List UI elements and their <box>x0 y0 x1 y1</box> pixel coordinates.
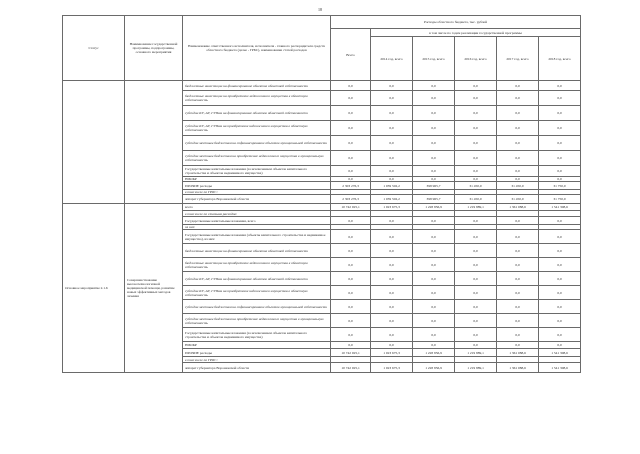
value-year-cell: 0,0 <box>455 217 497 225</box>
value-year-cell: 0,0 <box>413 121 455 136</box>
value-year-cell: 1 023 675,3 <box>371 204 413 211</box>
value-year-cell: 0,0 <box>371 272 413 286</box>
value-year-cell: 0,0 <box>413 136 455 151</box>
table-header <box>63 16 581 81</box>
value-year-cell: 0,0 <box>497 314 539 328</box>
expense-item-label: всего <box>183 204 331 211</box>
value-year-cell: 0,0 <box>539 177 581 182</box>
value-year-cell: 0,0 <box>413 286 455 300</box>
value-year-cell: 0,0 <box>455 328 497 342</box>
value-year-cell: 0,0 <box>497 136 539 151</box>
expense-item-label: субсидии местным бюджетам на софинансирование объектов муниципальной собственности <box>183 300 331 314</box>
value-year-cell: 0,0 <box>371 121 413 136</box>
program-cell <box>125 81 183 204</box>
value-year-cell: 0,0 <box>371 230 413 244</box>
value-year-cell: 0,0 <box>455 166 497 177</box>
value-total-cell: 0,0 <box>331 300 371 314</box>
value-year-cell: 0,0 <box>455 272 497 286</box>
value-year-cell: 0,0 <box>539 272 581 286</box>
value-total-cell: 0,0 <box>331 286 371 300</box>
value-year-cell: 0,0 <box>455 81 497 91</box>
value-year-cell: 0,0 <box>371 342 413 349</box>
table-body <box>63 81 581 373</box>
value-total-cell: 0,0 <box>331 177 371 182</box>
value-total-cell: 10 742 025,1 <box>331 204 371 211</box>
header-program-name: Наименование государственной программы, подпрограммы, основного мероприятия <box>125 16 183 81</box>
value-total-cell: 0,0 <box>331 106 371 121</box>
value-year-cell: 398 965,7 <box>413 195 455 204</box>
value-year-cell: 398 965,7 <box>413 182 455 190</box>
value-year-cell: 0,0 <box>539 136 581 151</box>
value-total-cell: 0,0 <box>331 258 371 272</box>
value-year-cell: 0,0 <box>413 258 455 272</box>
value-year-cell: 0,0 <box>413 272 455 286</box>
value-year-cell: 1 541 308,6 <box>539 349 581 357</box>
expense-item-label: в том числе по статьям расходов: <box>183 211 331 217</box>
expense-item-label: субсидии КУ, АУ, ГУПам на финансирование объектов областной собственности <box>183 272 331 286</box>
expense-item-label: Государственные капитальные вложения (за исключением объектов капитального строительства и объектов недвижимого имущества) <box>183 166 331 177</box>
value-year-cell: 0,0 <box>497 258 539 272</box>
value-year-cell: 0,0 <box>455 106 497 121</box>
value-year-cell: 0,0 <box>497 151 539 166</box>
header-year: 2017 год, всего <box>497 37 539 81</box>
value-year-cell: 0,0 <box>413 217 455 225</box>
value-year-cell: 0,0 <box>539 258 581 272</box>
value-year-cell: 0,0 <box>413 106 455 121</box>
value-year-cell: 0,0 <box>539 81 581 91</box>
header-year: 2015 год, всего <box>413 37 455 81</box>
value-year-cell: 0,0 <box>497 177 539 182</box>
value-year-cell: 0,0 <box>497 106 539 121</box>
value-year-cell: 1 023 675,3 <box>371 349 413 357</box>
value-year-cell: 0,0 <box>497 121 539 136</box>
value-year-cell: 0,0 <box>539 91 581 106</box>
header-year: 2016 год, всего <box>455 37 497 81</box>
value-year-cell: 0,0 <box>539 314 581 328</box>
program-cell: Совершенствование высокотехнологичной медицинской помощи, развитие новых эффективных методов лечения <box>125 204 183 373</box>
header-total: Всего <box>331 29 371 81</box>
value-total-cell: 0,0 <box>331 166 371 177</box>
expense-item-label: субсидии местным бюджетам на приобретение недвижимого имущества в муниципальную собственность <box>183 314 331 328</box>
expense-item-label: субсидии КУ, АУ, ГУПам на приобретение недвижимого имущества в областную собственность <box>183 286 331 300</box>
value-year-cell: 0,0 <box>413 230 455 244</box>
value-year-cell: 0,0 <box>371 328 413 342</box>
value-total-cell: 10 742 025,1 <box>331 349 371 357</box>
value-year-cell: 0,0 <box>455 121 497 136</box>
value-year-cell: 31 750,0 <box>539 182 581 190</box>
value-year-cell: 0,0 <box>371 106 413 121</box>
budget-table <box>62 15 581 373</box>
expense-item-label: аппарат губернатора Воронежской области <box>183 363 331 373</box>
value-total-cell: 0,0 <box>331 328 371 342</box>
value-total-cell: 2 303 276,3 <box>331 182 371 190</box>
value-year-cell: 1 039 502,2 <box>371 182 413 190</box>
page-number: 18 <box>318 7 322 12</box>
expense-item-label: в том числе по ГРБС: <box>183 357 331 363</box>
value-year-cell: 0,0 <box>539 300 581 314</box>
value-year-cell: 0,0 <box>413 244 455 258</box>
header-year: 2014 год, всего <box>371 37 413 81</box>
expense-item-label: ПРОЧИЕ расходы <box>183 182 331 190</box>
expense-item-label: бюджетные инвестиции на финансирование объектов областной собственности <box>183 81 331 91</box>
expense-item-label: бюджетные инвестиции на финансирование объектов областной собственности <box>183 244 331 258</box>
header-responsible: Наименование ответственного исполнителя, исполнителя - главного распорядителя средств областного бюджета (далее - ГРБС), наименование статей расходов <box>183 16 331 81</box>
value-year-cell: 0,0 <box>497 166 539 177</box>
value-year-cell: 0,0 <box>539 217 581 225</box>
value-year-cell: 0,0 <box>539 244 581 258</box>
value-year-cell: 0,0 <box>413 81 455 91</box>
value-year-cell: 0,0 <box>413 166 455 177</box>
value-year-cell: 1 361 088,6 <box>497 363 539 373</box>
value-year-cell: 0,0 <box>455 244 497 258</box>
value-year-cell: 0,0 <box>371 244 413 258</box>
value-year-cell: 0,0 <box>497 342 539 349</box>
value-year-cell: 0,0 <box>455 177 497 182</box>
value-year-cell: 0,0 <box>371 151 413 166</box>
value-year-cell: 1 541 308,6 <box>539 363 581 373</box>
value-total-cell: 2 303 276,3 <box>331 195 371 204</box>
value-year-cell: 0,0 <box>371 166 413 177</box>
value-year-cell: 0,0 <box>539 106 581 121</box>
expense-item-label: субсидии КУ, АУ, ГУПам на приобретение недвижимого имущества в областную собственность <box>183 121 331 136</box>
value-year-cell: 1 219 889,1 <box>455 363 497 373</box>
value-year-cell: 1 361 088,6 <box>497 204 539 211</box>
value-year-cell: 0,0 <box>413 177 455 182</box>
value-year-cell: 0,0 <box>539 328 581 342</box>
value-year-cell: 0,0 <box>539 230 581 244</box>
value-year-cell: 0,0 <box>539 151 581 166</box>
value-year-cell: 1 228 856,9 <box>413 349 455 357</box>
value-year-cell: 0,0 <box>539 166 581 177</box>
value-year-cell: 0,0 <box>455 230 497 244</box>
expense-item-label: субсидии КУ, АУ, ГУПам на финансирование объектов областной собственности <box>183 106 331 121</box>
header-budget: Расходы областного бюджета, тыс. рублей <box>331 16 581 29</box>
value-year-cell: 0,0 <box>497 230 539 244</box>
expense-item-label: в том числе по ГРБС: <box>183 190 331 195</box>
value-year-cell: 0,0 <box>413 300 455 314</box>
value-year-cell: 0,0 <box>371 300 413 314</box>
value-year-cell: 0,0 <box>497 286 539 300</box>
value-year-cell: 0,0 <box>497 272 539 286</box>
value-total-cell: 0,0 <box>331 81 371 91</box>
table-row <box>63 81 581 91</box>
expense-item-label: из них: <box>183 225 331 230</box>
value-year-cell: 0,0 <box>455 286 497 300</box>
value-total-cell: 0,0 <box>331 244 371 258</box>
value-year-cell: 1 228 856,9 <box>413 363 455 373</box>
expense-item-label: субсидии местным бюджетам на приобретение недвижимого имущества в муниципальную собственность <box>183 151 331 166</box>
value-total-cell: 10 742 025,1 <box>331 363 371 373</box>
value-year-cell: 0,0 <box>455 151 497 166</box>
value-year-cell: 1 228 856,9 <box>413 204 455 211</box>
header-year: 2018 год, всего <box>539 37 581 81</box>
expense-item-label: Государственные капитальные вложения, всего <box>183 217 331 225</box>
value-year-cell: 0,0 <box>371 136 413 151</box>
value-total-cell: 0,0 <box>331 91 371 106</box>
expense-item-label: бюджетные инвестиции на приобретение недвижимого имущества в областную собственность <box>183 91 331 106</box>
value-year-cell: 0,0 <box>371 177 413 182</box>
value-year-cell: 31 750,0 <box>539 195 581 204</box>
expense-item-label: НИОКР <box>183 342 331 349</box>
expense-item-label: бюджетные инвестиции на приобретение недвижимого имущества в областную собственность <box>183 258 331 272</box>
value-total-cell: 0,0 <box>331 272 371 286</box>
expense-item-label: Государственные капитальные вложения (объекты капитального строительства и недвижимое имущество), из них: <box>183 230 331 244</box>
value-year-cell: 0,0 <box>413 91 455 106</box>
value-year-cell: 0,0 <box>497 244 539 258</box>
value-year-cell: 1 219 889,1 <box>455 204 497 211</box>
value-year-cell: 0,0 <box>497 81 539 91</box>
value-year-cell: 0,0 <box>371 258 413 272</box>
value-total-cell: 0,0 <box>331 136 371 151</box>
value-year-cell: 1 023 675,3 <box>371 363 413 373</box>
value-year-cell: 0,0 <box>413 342 455 349</box>
value-year-cell: 0,0 <box>455 342 497 349</box>
value-total-cell: 0,0 <box>331 314 371 328</box>
value-year-cell: 0,0 <box>371 286 413 300</box>
value-year-cell: 0,0 <box>371 217 413 225</box>
value-total-cell: 0,0 <box>331 217 371 225</box>
value-year-cell: 1 361 088,6 <box>497 349 539 357</box>
value-year-cell: 0,0 <box>455 91 497 106</box>
value-year-cell: 0,0 <box>539 286 581 300</box>
expense-item-label: НИОКР <box>183 177 331 182</box>
value-year-cell: 0,0 <box>497 300 539 314</box>
value-year-cell: 0,0 <box>539 121 581 136</box>
status-cell <box>63 81 125 204</box>
status-cell: Основное мероприятие 2.1.6 <box>63 204 125 373</box>
expense-item-label: Государственные капитальные вложения (за исключением объектов капитального строительства и объектов недвижимого имущества) <box>183 328 331 342</box>
value-year-cell: 0,0 <box>413 151 455 166</box>
value-year-cell: 0,0 <box>497 91 539 106</box>
value-total-cell: 0,0 <box>331 230 371 244</box>
expense-item-label: субсидии местным бюджетам на софинансирование объектов муниципальной собственности <box>183 136 331 151</box>
table-row <box>63 204 581 211</box>
expense-item-label: аппарат губернатора Воронежской области <box>183 195 331 204</box>
value-year-cell: 0,0 <box>497 217 539 225</box>
header-by-year: в том числе по годам реализации государственной программы <box>371 29 581 37</box>
expense-item-label: ПРОЧИЕ расходы <box>183 349 331 357</box>
value-year-cell: 0,0 <box>371 314 413 328</box>
value-year-cell: 0,0 <box>455 258 497 272</box>
value-year-cell: 0,0 <box>497 328 539 342</box>
value-year-cell: 1 541 308,6 <box>539 204 581 211</box>
value-year-cell: 1 039 502,2 <box>371 195 413 204</box>
header-status: Статус <box>63 16 125 81</box>
value-total-cell: 0,0 <box>331 342 371 349</box>
value-year-cell: 31 450,0 <box>497 195 539 204</box>
value-year-cell: 0,0 <box>455 314 497 328</box>
value-year-cell: 31 450,0 <box>497 182 539 190</box>
value-year-cell: 0,0 <box>371 91 413 106</box>
value-year-cell: 31 450,0 <box>455 195 497 204</box>
value-total-cell: 0,0 <box>331 121 371 136</box>
value-year-cell: 31 450,0 <box>455 182 497 190</box>
value-year-cell: 0,0 <box>413 328 455 342</box>
value-year-cell: 0,0 <box>455 300 497 314</box>
value-year-cell: 1 219 889,1 <box>455 349 497 357</box>
value-year-cell: 0,0 <box>539 342 581 349</box>
value-year-cell: 0,0 <box>371 81 413 91</box>
value-year-cell: 0,0 <box>413 314 455 328</box>
value-year-cell: 0,0 <box>455 136 497 151</box>
value-total-cell: 0,0 <box>331 151 371 166</box>
